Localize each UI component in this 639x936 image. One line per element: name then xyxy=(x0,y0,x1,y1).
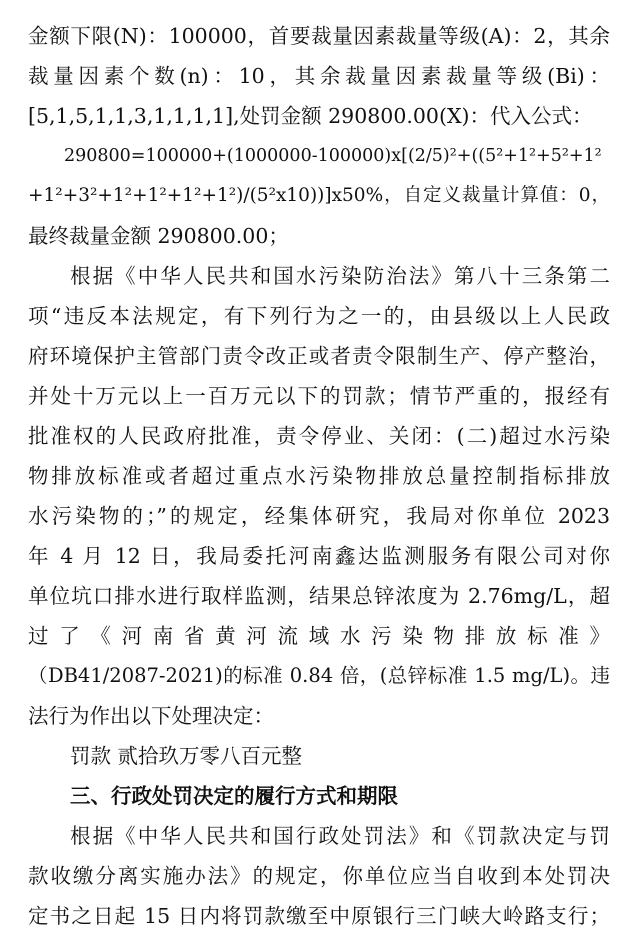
formula-line: 290800=100000+(1000000-100000)x[(2/5)²+((5²+1²+5²+1² xyxy=(64,146,602,166)
formula-line: +1²+3²+1²+1²+1²+1²)/(5²x10))]x50%，自定义裁量计算值：0， xyxy=(28,185,610,206)
text-line: [5,1,5,1,1,3,1,1,1,1],处罚金额 290800.00(X)：代入公式： xyxy=(28,104,593,128)
text-line: 裁量因素个数(n)：10，其余裁量因素裁量等级(Bi)： xyxy=(28,64,610,88)
text-line: 最终裁量金额 290800.00； xyxy=(28,224,289,248)
text-line: 项“违反本法规定，有下列行为之一的，由县级以上人民政 xyxy=(28,304,610,328)
text-line: 水污染物的；”的规定，经集体研究，我局对你单位 2023 xyxy=(28,504,610,528)
text-line: 根据《中华人民共和国行政处罚法》和《罚款决定与罚 xyxy=(70,824,610,848)
text-line: 金额下限(N)：100000，首要裁量因素裁量等级(A)：2，其余 xyxy=(28,24,610,48)
text-line: 过了《河南省黄河流域水污染物排放标准》 xyxy=(28,624,610,648)
text-line: 府环境保护主管部门责令改正或者责令限制生产、停产整治， xyxy=(28,344,610,368)
text-line: 法行为作出以下处理决定： xyxy=(28,704,274,728)
text-line: 款收缴分离实施办法》的规定，你单位应当自收到本处罚决 xyxy=(28,864,610,888)
section-heading: 三、行政处罚决定的履行方式和期限 xyxy=(70,784,398,808)
text-line: （DB41/2087-2021)的标准 0.84 倍，(总锌标准 1.5 mg/L)。违 xyxy=(28,664,610,687)
text-line: 并处十万元以上一百万元以下的罚款；情节严重的，报经有 xyxy=(28,384,610,408)
text-line: 根据《中华人民共和国水污染防治法》第八十三条第二 xyxy=(70,264,610,288)
text-line: 年 4 月 12 日，我局委托河南鑫达监测服务有限公司对你 xyxy=(28,544,610,568)
text-line: 物排放标准或者超过重点水污染物排放总量控制指标排放 xyxy=(28,464,610,488)
text-line: 批准权的人民政府批准，责令停业、关闭：(二)超过水污染 xyxy=(28,424,610,448)
penalty-amount: 罚款 贰拾玖万零八百元整 xyxy=(70,744,303,768)
text-line: 定书之日起 15 日内将罚款缴至中原银行三门峡大岭路支行； xyxy=(28,904,610,928)
text-line: 单位坑口排水进行取样监测，结果总锌浓度为 2.76mg/L，超 xyxy=(28,584,610,608)
